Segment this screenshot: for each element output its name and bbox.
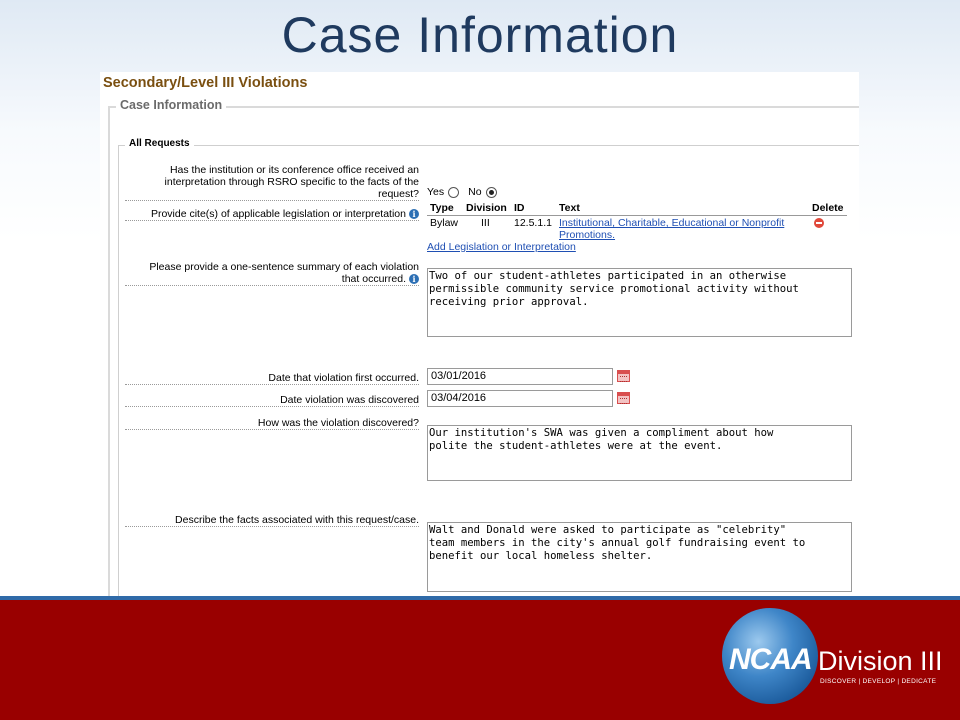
screenshot-panel	[100, 72, 859, 598]
ncaa-logo-text: NCAA	[729, 643, 812, 676]
table-header-division: Division	[466, 202, 507, 214]
table-header-id: ID	[514, 202, 525, 214]
summary-textarea[interactable]: Two of our student-athletes participated in an otherwise permissible community service promotional activity without receiving prior approval.	[427, 268, 852, 337]
how-discovered-question: How was the violation discovered?	[257, 417, 419, 429]
logo-tagline: DISCOVER | DEVELOP | DEDICATE	[820, 678, 937, 685]
summary-question-line: Please provide a one-sentence summary of each violation	[149, 261, 419, 273]
row-divider	[125, 429, 419, 430]
cites-question-text: Provide cite(s) of applicable legislation or interpretation	[150, 208, 406, 220]
date-first-input[interactable]: 03/01/2016	[427, 368, 613, 385]
facts-textarea[interactable]: Walt and Donald were asked to participate as "celebrity" team members in the city's annual golf fundraising event to benefit our local homeless shelter.	[427, 522, 852, 592]
info-icon[interactable]: i	[409, 209, 419, 219]
no-radio[interactable]	[486, 187, 497, 198]
date-discovered-question: Date violation was discovered	[280, 394, 419, 406]
row-divider	[125, 384, 419, 385]
table-header-divider	[427, 215, 847, 216]
date-discovered-input[interactable]: 03/04/2016	[427, 390, 613, 407]
yes-label: Yes	[427, 186, 445, 198]
cell-type: Bylaw	[430, 217, 459, 229]
summary-question	[149, 261, 419, 285]
no-label: No	[468, 186, 482, 198]
row-divider	[125, 526, 419, 527]
table-header-type: Type	[430, 202, 454, 214]
legislation-link-line[interactable]: Institutional, Charitable, Educational or Nonprofit	[559, 217, 785, 229]
row-divider	[125, 200, 419, 201]
row-divider	[125, 220, 419, 221]
cell-division: III	[481, 217, 490, 229]
add-legislation-link[interactable]: Add Legislation or Interpretation	[427, 241, 576, 253]
page-heading: Secondary/Level III Violations	[103, 75, 308, 91]
info-icon[interactable]: i	[409, 274, 419, 284]
interpretation-question	[165, 164, 419, 200]
row-divider	[125, 285, 419, 286]
calendar-icon[interactable]	[617, 392, 630, 404]
yes-radio[interactable]	[448, 187, 459, 198]
table-header-delete: Delete	[812, 202, 844, 214]
interpretation-radio-group	[427, 186, 506, 198]
summary-question-line: that occurred.	[341, 273, 406, 285]
division-logo-text: Division III	[818, 646, 943, 676]
legislation-link-line[interactable]: Promotions.	[559, 229, 616, 241]
row-divider	[125, 406, 419, 407]
how-discovered-textarea[interactable]: Our institution's SWA was given a compliment about how polite the student-athletes were at the event.	[427, 425, 852, 481]
table-header-text: Text	[559, 202, 580, 214]
all-requests-legend: All Requests	[125, 138, 194, 149]
case-information-legend: Case Information	[116, 98, 226, 112]
facts-question: Describe the facts associated with this request/case.	[175, 514, 419, 526]
cell-text-link[interactable]	[559, 217, 784, 241]
date-first-question: Date that violation first occurred.	[268, 372, 419, 384]
interpretation-question-line: Has the institution or its conference office received an	[169, 164, 419, 176]
interpretation-question-line: interpretation through RSRO specific to the facts of the	[164, 176, 419, 188]
cites-question	[151, 208, 419, 220]
slide-title: Case Information	[281, 7, 679, 63]
cell-id: 12.5.1.1	[514, 217, 552, 229]
delete-icon[interactable]	[814, 218, 824, 228]
calendar-icon[interactable]	[617, 370, 630, 382]
interpretation-question-line: request?	[378, 188, 419, 200]
